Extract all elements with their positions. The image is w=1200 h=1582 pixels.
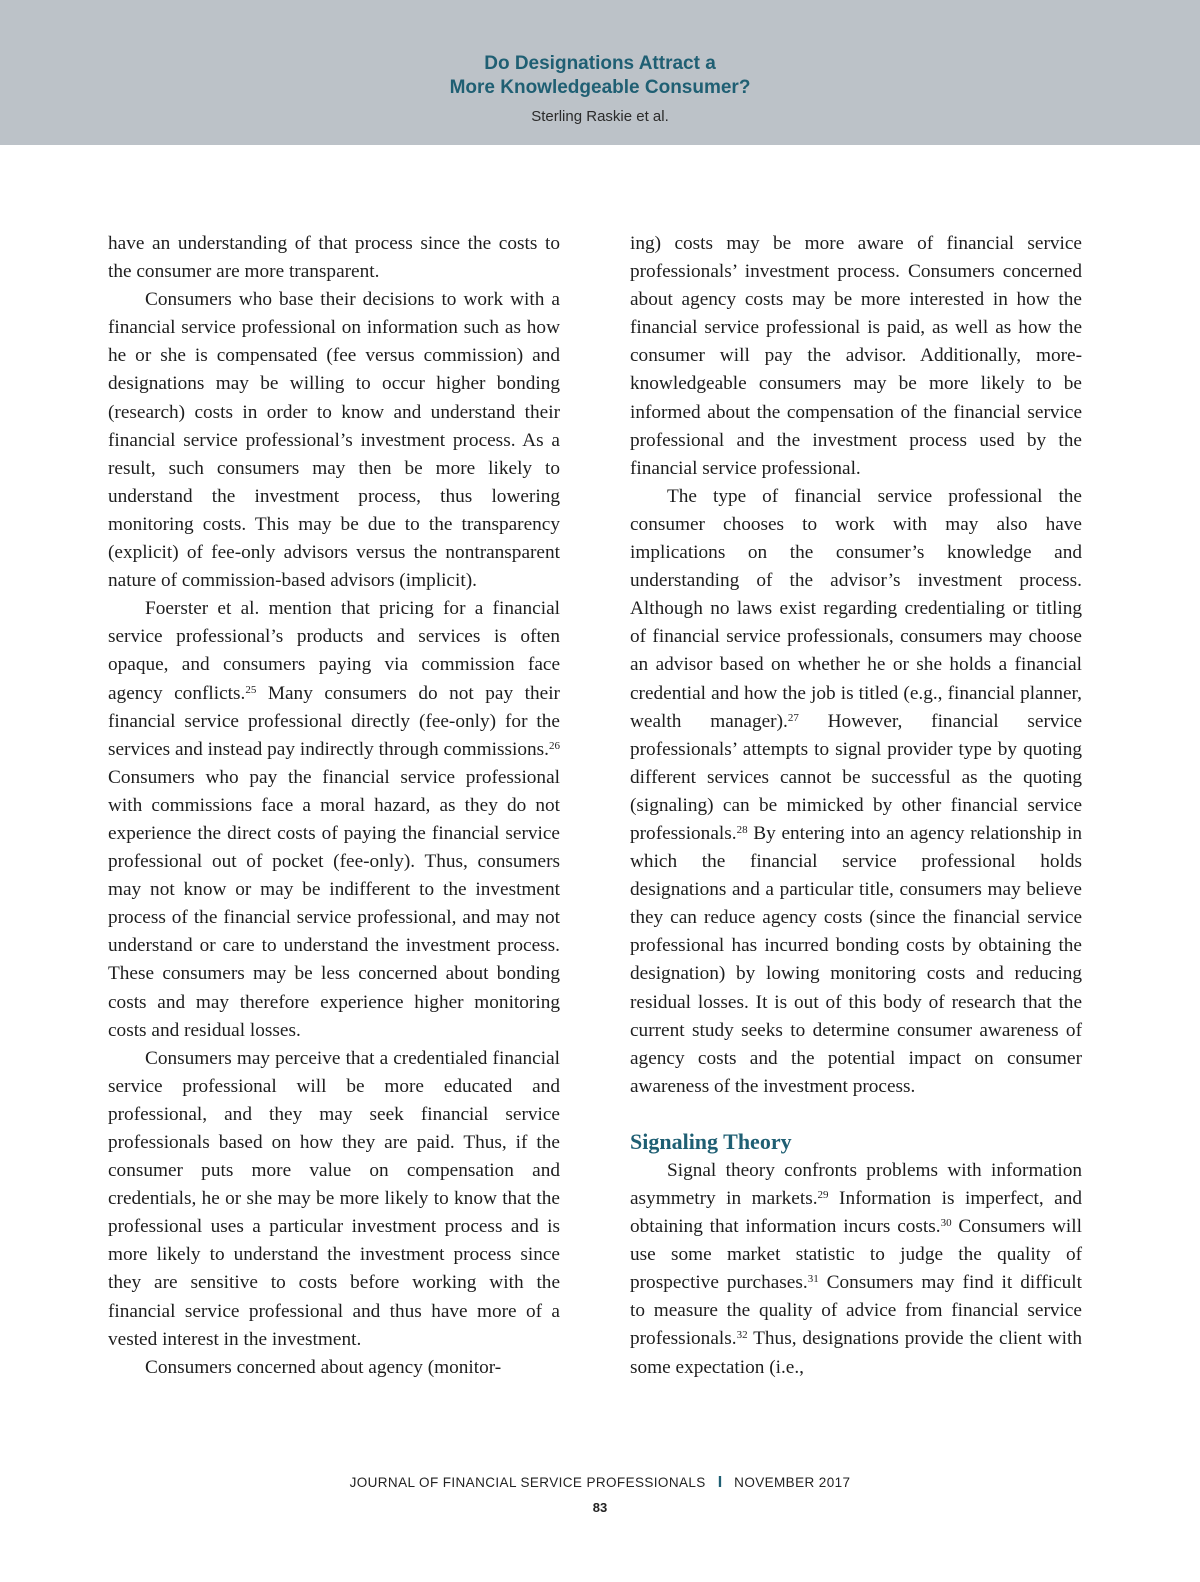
footnote-ref: 25 (245, 683, 257, 696)
text-run: Thus, designations provide the client with some expectation (i.e., (630, 1328, 1082, 1378)
page-footer (0, 1474, 1200, 1515)
text-run: The type of financial service professional the consumer chooses to work with may also have implications on the consumer’s knowledge and understanding of the advisor’s investment process. Although no laws exist regarding credentialing or titling of financial service professionals, consumers may choose an advisor based on whether he or she holds a financial credential and how the job is titled (e.g., financial planner, wealth manager). (630, 485, 1082, 732)
paragraph (630, 483, 1082, 1101)
section-heading: Signaling Theory (630, 1128, 792, 1154)
text-run: Many consumers do not pay their financial service professional directly (fee-only) for the services and instead pay indirectly through commissions. (108, 682, 560, 760)
left-column (108, 230, 560, 1382)
paragraph: have an understanding of that process since the costs to the consumer are more transparent. (108, 233, 560, 283)
text-run: However, financial service professionals’ attempts to signal provider type by quoting different services cannot be successful as the quoting (signaling) can be mimicked by other financial service professionals. (630, 710, 1082, 844)
issue-date: NOVEMBER 2017 (734, 1475, 851, 1490)
article-authors: Sterling Raskie et al. (531, 108, 669, 125)
right-column (630, 230, 1082, 1382)
journal-name: JOURNAL OF FINANCIAL SERVICE PROFESSIONALS (349, 1475, 706, 1490)
text-run: Consumers may find it difficult to measure the quality of advice from financial service professionals. (630, 1272, 1082, 1350)
paragraph: ing) costs may be more aware of financial service professionals’ investment process. Consumers concerned about agency costs may be more interested in how the financial service professional is paid, as well as how the consumer will pay the advisor. Additionally, more-knowledgeable consumers may be more likely to be informed about the compensation of the financial service professional and the investment process used by the financial service professional. (630, 233, 1082, 479)
paragraph: Consumers may perceive that a credentialed financial service professional will be more educated and professional, and they may seek financial service professionals based on how they are paid. Thus, if the consumer puts more value on compensation and credentials, he or she may be more likely to know that the professional uses a particular investment process and is more likely to understand the investment process since they are sensitive to costs before working with the financial service professional and thus have more of a vested interest in the investment. (108, 1047, 560, 1350)
text-run: Consumers who pay the financial service professional with commissions face a moral hazard, as they do not experience the direct costs of paying the financial service professional out of pocket (fee-only). Thus, consumers may not know or may be indifferent to the investment process of the financial service professional, and may not understand or care to understand the investment process. These consumers may be less concerned about bonding costs and may therefore experience higher monitoring costs and residual losses. (108, 766, 560, 1041)
article-title-line-2: More Knowledgeable Consumer? (449, 77, 751, 98)
text-run: Signal theory confronts problems with information asymmetry in markets. (630, 1159, 1082, 1209)
running-header (0, 0, 1200, 145)
paragraph (108, 595, 560, 1045)
footnote-ref: 29 (817, 1189, 829, 1201)
text-run: Information is imperfect, and obtaining that information incurs costs. (630, 1188, 1083, 1238)
footnote-ref: 27 (787, 711, 799, 724)
footer-separator: I (717, 1474, 723, 1491)
article-title-line-1: Do Designations Attract a (484, 53, 716, 74)
footnote-ref: 28 (736, 823, 748, 836)
paragraph: Consumers who base their decisions to work with a financial service professional on information such as how he or she is compensated (fee versus commission) and designations may be willing to occur higher bonding (research) costs in order to know and understand their financial service professional’s investment process. As a result, such consumers may then be more likely to understand the investment process, thus lowering monitoring costs. This may be due to the transparency (explicit) of fee-only advisors versus the nontransparent nature of commission-based advisors (implicit). (108, 289, 560, 592)
footnote-ref: 26 (549, 739, 560, 752)
footnote-ref: 31 (807, 1273, 819, 1286)
text-run: Foerster et al. mention that pricing for a financial service professional’s products and services is often opaque, and consumers paying via commission face agency conflicts. (108, 598, 560, 704)
footnote-ref: 32 (736, 1329, 748, 1342)
footnote-ref: 30 (940, 1217, 952, 1230)
text-run: Consumers will use some market statistic to judge the quality of prospective purchases. (630, 1216, 1083, 1294)
paragraph: Consumers concerned about agency (monitor- (145, 1356, 502, 1378)
page-number: 83 (592, 1500, 608, 1515)
paragraph (630, 1157, 1082, 1382)
text-run: By entering into an agency relationship in which the financial service professional holds designations and a particular title, consumers may believe they can reduce agency costs (since the financial service professional has incurred bonding costs by obtaining the designation) by lowing monitoring costs and reducing residual losses. It is out of this body of research that the current study seeks to determine consumer awareness of agency costs and the potential impact on consumer awareness of the investment process. (630, 822, 1082, 1097)
